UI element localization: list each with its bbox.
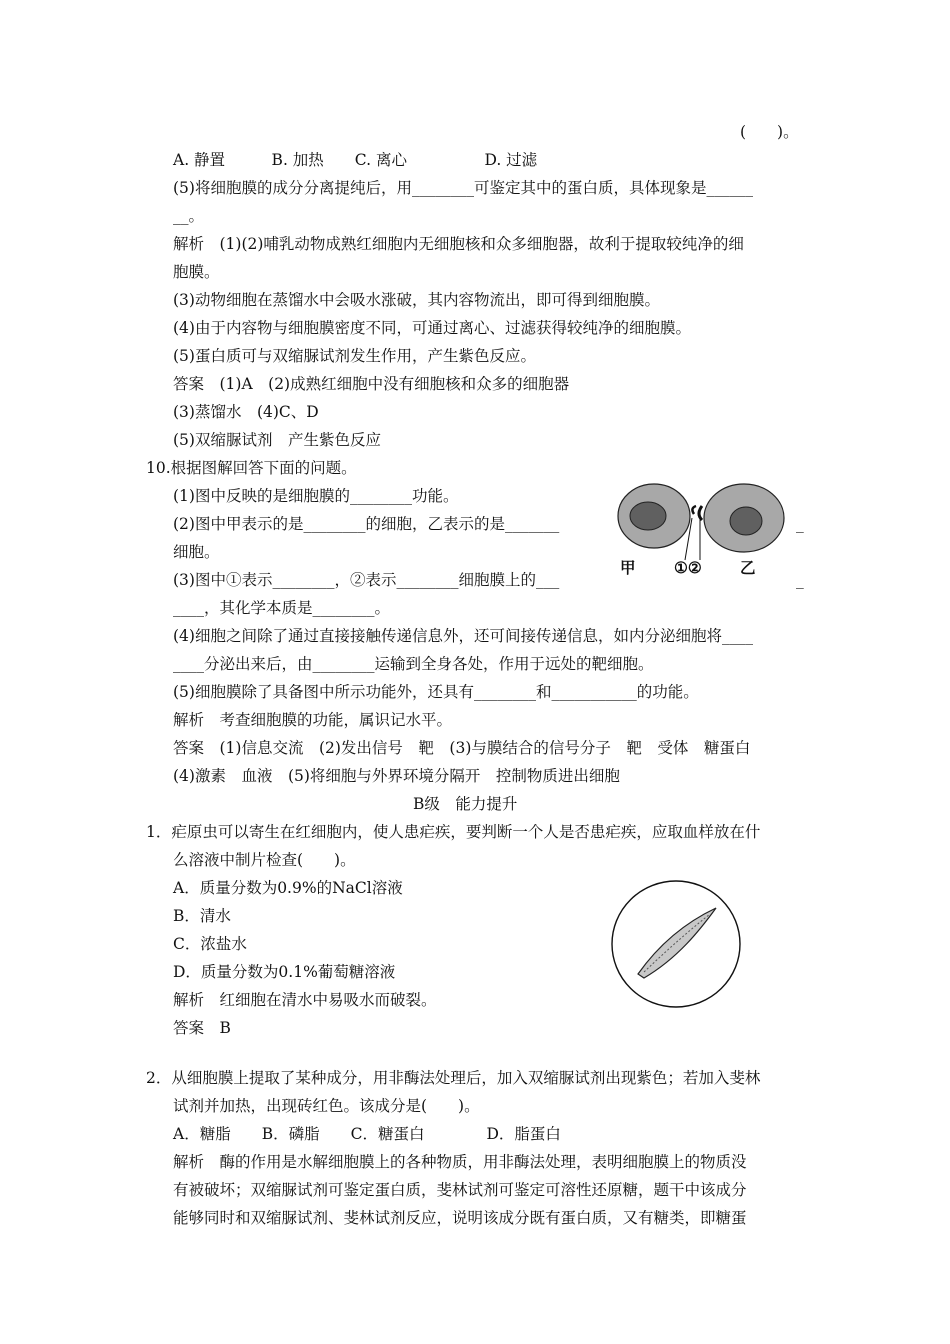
q10-part2-cont: 细胞。 xyxy=(173,543,220,561)
b1-option-c: C．浓盐水 xyxy=(173,935,247,953)
b2-analysis-2: 有被破坏；双缩脲试剂可鉴定蛋白质，斐林试剂可鉴定可溶性还原糖，题干中该成分 xyxy=(173,1181,747,1199)
q10-part4-cont: ____分泌出来后，由________运输到全身各处，作用于远处的靶细胞。 xyxy=(173,655,654,673)
label-marks: ①② xyxy=(674,558,702,577)
section-heading: B级 能力提升 xyxy=(413,795,518,813)
b1-stem: 1．疟原虫可以寄生在红细胞内，使人患疟疾，要判断一个人是否患疟疾，应取血样放在什 xyxy=(146,823,761,841)
q9-analysis-1-cont: 胞膜。 xyxy=(173,263,220,281)
q10-part1: (1)图中反映的是细胞膜的________功能。 xyxy=(173,487,459,505)
q10-part5: (5)细胞膜除了具备图中所示功能外，还具有________和___________的功能。 xyxy=(173,683,699,701)
q9-analysis-3: (3)动物细胞在蒸馏水中会吸水涨破，其内容物流出，即可得到细胞膜。 xyxy=(173,291,660,309)
signal-molecule xyxy=(692,506,696,514)
cell-jia-nucleus xyxy=(630,502,666,530)
q10-analysis: 解析 考查细胞膜的功能，属识记水平。 xyxy=(173,711,453,729)
label-yi: 乙 xyxy=(740,558,756,577)
q9-analysis-5: (5)蛋白质可与双缩脲试剂发生作用，产生紫色反应。 xyxy=(173,347,536,365)
cell-signal-figure xyxy=(612,480,792,580)
b1-stem-cont: 么溶液中制片检查( )。 xyxy=(173,851,356,869)
q9-analysis-1: 解析 (1)(2)哺乳动物成熟红细胞内无细胞核和众多细胞器，故利于提取较纯净的细 xyxy=(173,235,744,253)
q9-options: A. 静置 B. 加热 C. 离心 D. 过滤 xyxy=(173,151,538,169)
b2-stem: 2．从细胞膜上提取了某种成分，用非酶法处理后，加入双缩脲试剂出现紫色；若加入斐林 xyxy=(146,1069,761,1087)
b1-analysis: 解析 红细胞在清水中易吸水而破裂。 xyxy=(173,991,437,1009)
b2-analysis-3: 能够同时和双缩脲试剂、斐林试剂反应，说明该成分既有蛋白质，又有糖类，即糖蛋 xyxy=(173,1209,747,1227)
b1-option-a: A．质量分数为0.9%的NaCl溶液 xyxy=(173,879,403,897)
label-jia: 甲 xyxy=(620,558,636,577)
q10-stem: 10.根据图解回答下面的问题。 xyxy=(146,459,357,477)
b2-stem-cont: 试剂并加热，出现砖红色。该成分是( )。 xyxy=(173,1097,480,1115)
q10-answer-2: (4)激素 血液 (5)将细胞与外界环境分隔开 控制物质进出细胞 xyxy=(173,767,620,785)
q9-answer-2: (3)蒸馏水 (4)C、D xyxy=(173,403,319,421)
q10-part2: (2)图中甲表示的是________的细胞，乙表示的是_______ xyxy=(173,515,560,533)
q10-part3: (3)图中①表示________，②表示________细胞膜上的___ xyxy=(173,571,560,589)
receptor xyxy=(699,506,702,520)
q9-answer-1: 答案 (1)A (2)成熟红细胞中没有细胞核和众多的细胞器 xyxy=(173,375,570,393)
b2-analysis-1: 解析 酶的作用是水解细胞膜上的各种物质，用非酶法处理，表明细胞膜上的物质没 xyxy=(173,1153,747,1171)
q9-part5: (5)将细胞膜的成分分离提纯后，用________可鉴定其中的蛋白质，具体现象是______ xyxy=(173,179,753,197)
q9-analysis-4: (4)由于内容物与细胞膜密度不同，可通过离心、过滤获得较纯净的细胞膜。 xyxy=(173,319,691,337)
answer-bracket: ( )。 xyxy=(740,123,799,141)
q10-answer-1: 答案 (1)信息交流 (2)发出信号 靶 (3)与膜结合的信号分子 靶 受体 糖蛋白 xyxy=(173,739,751,757)
cell-yi-nucleus xyxy=(730,507,762,535)
b1-answer: 答案 B xyxy=(173,1019,231,1037)
q9-part5-cont: __。 xyxy=(173,207,205,225)
q10-part3-cont: ____，其化学本质是________。 xyxy=(173,599,391,617)
b1-option-d: D．质量分数为0.1%葡萄糖溶液 xyxy=(173,963,396,981)
b1-option-b: B．清水 xyxy=(173,907,231,925)
q9-answer-3: (5)双缩脲试剂 产生紫色反应 xyxy=(173,431,381,449)
plasmodium-figure xyxy=(610,880,744,1010)
q10-part3-end: _ xyxy=(796,571,804,589)
b2-options: A．糖脂 B．磷脂 C．糖蛋白 D．脂蛋白 xyxy=(173,1125,561,1143)
q10-part2-end: _ xyxy=(796,515,804,533)
q10-part4: (4)细胞之间除了通过直接接触传递信息外，还可间接传递信息，如内分泌细胞将____ xyxy=(173,627,753,645)
